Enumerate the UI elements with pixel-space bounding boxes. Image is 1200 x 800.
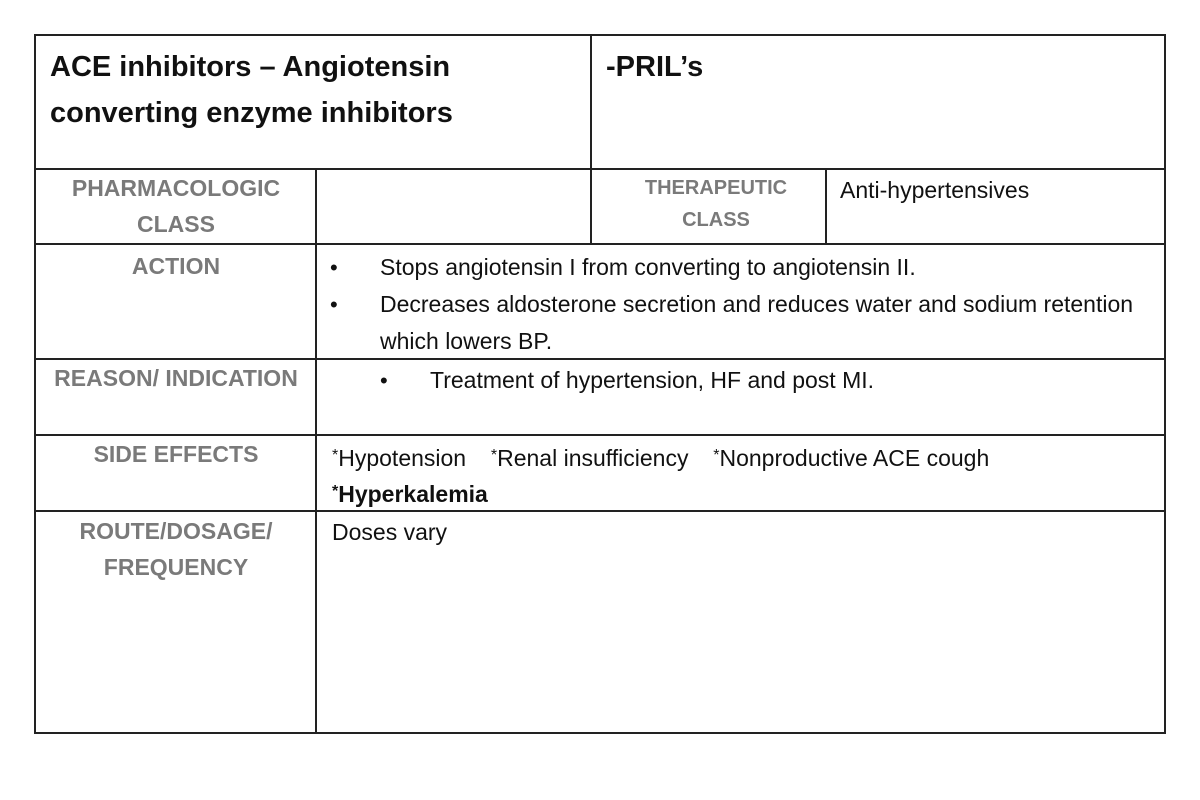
therapeutic-class-value: Anti-hypertensives [840,177,1030,203]
asterisk-icon: * [713,447,720,464]
drug-suffix-title: -PRIL’s [606,51,704,83]
drug-class-title: ACE inhibitors – Angiotensin converting enzyme inhibitors [50,51,453,129]
divider-row-2 [36,243,1164,245]
route-label: ROUTE/DOSAGE/ FREQUENCY [79,518,273,580]
bullet-icon: • [380,368,388,393]
asterisk-icon: * [490,447,498,464]
action-item-text: Stops angiotensin I from converting to angiotensin II. [380,254,916,280]
divider-header [590,36,592,245]
divider-row-5 [36,510,1164,512]
bullet-icon: • [330,255,338,280]
asterisk-icon: * [332,483,339,500]
side-effect-item: Nonproductive ACE cough [719,445,990,471]
side-effects-line-1 [332,437,989,477]
indication-label: REASON/ INDICATION [54,365,298,391]
side-effects-line-2 [332,473,488,513]
asterisk-icon: * [332,447,339,464]
side-effects-label: SIDE EFFECTS [93,441,259,467]
action-item-text: Decreases aldosterone secretion and reduces water and sodium retention which lowers BP. [380,291,1134,354]
side-effect-item-bold: Hyperkalemia [338,481,488,507]
action-item-1 [330,249,1150,286]
side-effect-item: Hypotension [338,445,467,471]
bullet-icon: • [330,292,338,317]
pharmacologic-class-label: PHARMACOLOGIC CLASS [71,175,281,237]
indication-list [380,362,1150,399]
action-list [330,249,1150,360]
route-value: Doses vary [332,519,448,545]
drug-card [34,34,1166,734]
action-label: ACTION [131,253,221,279]
indication-item-text: Treatment of hypertension, HF and post MI. [430,367,875,393]
therapeutic-class-label: THERAPEUTIC CLASS [644,177,788,231]
divider-therapeutic-label [825,168,827,245]
side-effect-item: Renal insufficiency [497,445,689,471]
action-item-2 [330,286,1150,360]
indication-item-1 [380,362,1150,399]
divider-label-column [315,168,317,734]
